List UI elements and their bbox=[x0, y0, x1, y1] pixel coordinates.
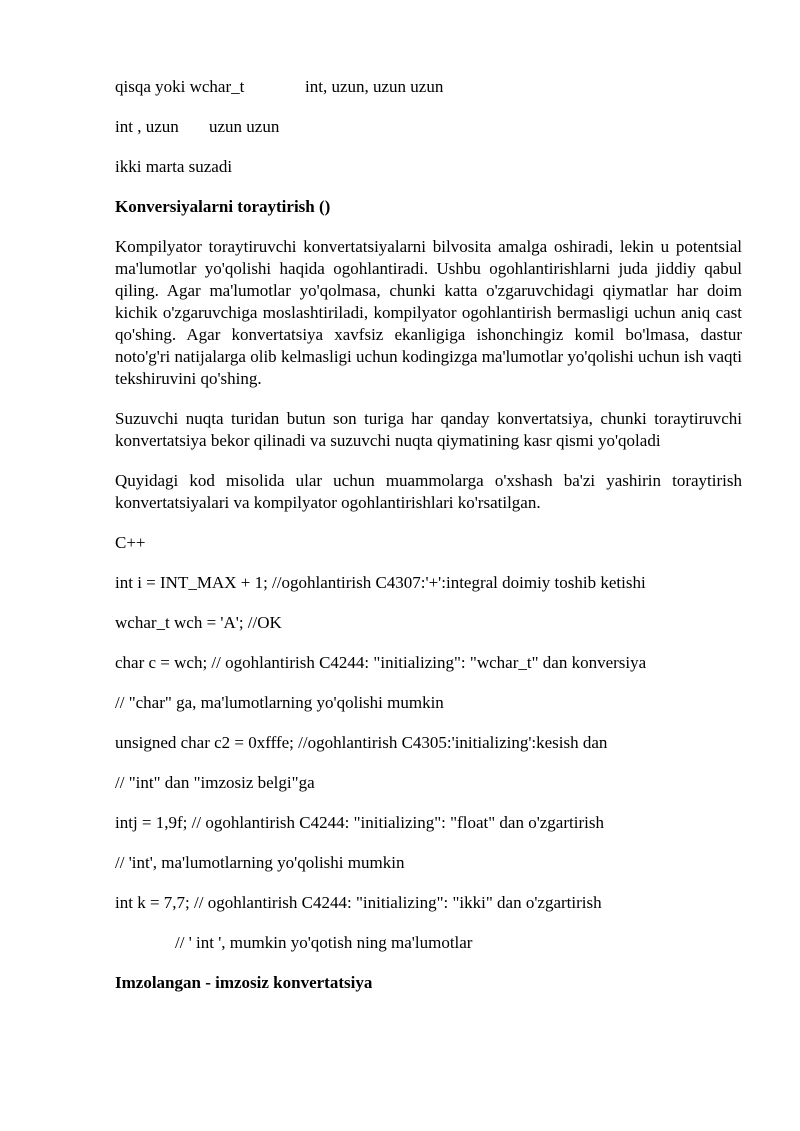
code-line: wchar_t wch = 'A'; //OK bbox=[115, 613, 282, 632]
code-line: unsigned char c2 = 0xfffe; //ogohlantirish C4305:'initializing':kesish dan bbox=[115, 733, 608, 752]
type-row-1 bbox=[115, 76, 742, 98]
code-language-label: C++ bbox=[115, 533, 146, 552]
section-heading-narrowing: Konversiyalarni toraytirish () bbox=[115, 197, 331, 216]
paragraph-float-to-int: Suzuvchi nuqta turidan butun son turiga har qanday konvertatsiya, chunki toraytiruvchi konvertatsiya bekor qilinadi va suzuvchi nuqta qiymatining kasr qismi yo'qoladi bbox=[115, 409, 742, 450]
code-line: // ' int ', mumkin yo'qotish ning ma'lumotlar bbox=[175, 933, 473, 952]
paragraph-narrowing-intro: Kompilyator toraytiruvchi konvertatsiyalarni bilvosita amalga oshiradi, lekin u potentsial ma'lumotlar yo'qolishi haqida ogohlantiradi. Ushbu ogohlantirishlarni juda jiddiy qabul qiling. Agar ma'lumotlar yo'qolmasa, chunki katta o'zgaruvchidagi qiymatlar har doim kichik o'zgaruvchiga moslashtiriladi, kompilyator ogohlantirish bermasligi uchun aniq cast qo'shing. Agar konvertatsiya xavfsiz ekanligiga ishonchingiz komil bo'lmasa, dastur noto'g'ri natijalarga olib kelmasligi uchun kodingizga ma'lumotlar yo'qolishi uchun ish vaqti tekshiruvini qo'shing. bbox=[115, 237, 742, 388]
code-line: int k = 7,7; // ogohlantirish C4244: "initializing": "ikki" dan o'zgartirish bbox=[115, 893, 602, 912]
section-heading-signed-unsigned: Imzolangan - imzosiz konvertatsiya bbox=[115, 973, 373, 992]
type-row-2-left: int , uzun bbox=[115, 117, 179, 136]
code-line: intj = 1,9f; // ogohlantirish C4244: "initializing": "float" dan o'zgartirish bbox=[115, 813, 604, 832]
type-row-1-right: int, uzun, uzun uzun bbox=[305, 77, 444, 96]
code-line: // "char" ga, ma'lumotlarning yo'qolishi mumkin bbox=[115, 693, 444, 712]
code-line: // "int" dan "imzosiz belgi"ga bbox=[115, 773, 315, 792]
type-row-1-left: qisqa yoki wchar_t bbox=[115, 77, 245, 96]
document-page bbox=[115, 76, 742, 1012]
paragraph-code-example-intro: Quyidagi kod misolida ular uchun muammolarga o'xshash ba'zi yashirin toraytirish konvertatsiyalari va kompilyator ogohlantirishlari ko'rsatilgan. bbox=[115, 471, 742, 512]
code-line: // 'int', ma'lumotlarning yo'qolishi mumkin bbox=[115, 853, 405, 872]
code-line: int i = INT_MAX + 1; //ogohlantirish C4307:'+':integral doimiy toshib ketishi bbox=[115, 573, 646, 592]
code-line: char c = wch; // ogohlantirish C4244: "initializing": "wchar_t" dan konversiya bbox=[115, 653, 647, 672]
type-row-2-right: uzun uzun bbox=[209, 117, 280, 136]
type-row-3: ikki marta suzadi bbox=[115, 157, 233, 176]
type-row-2 bbox=[115, 116, 742, 138]
